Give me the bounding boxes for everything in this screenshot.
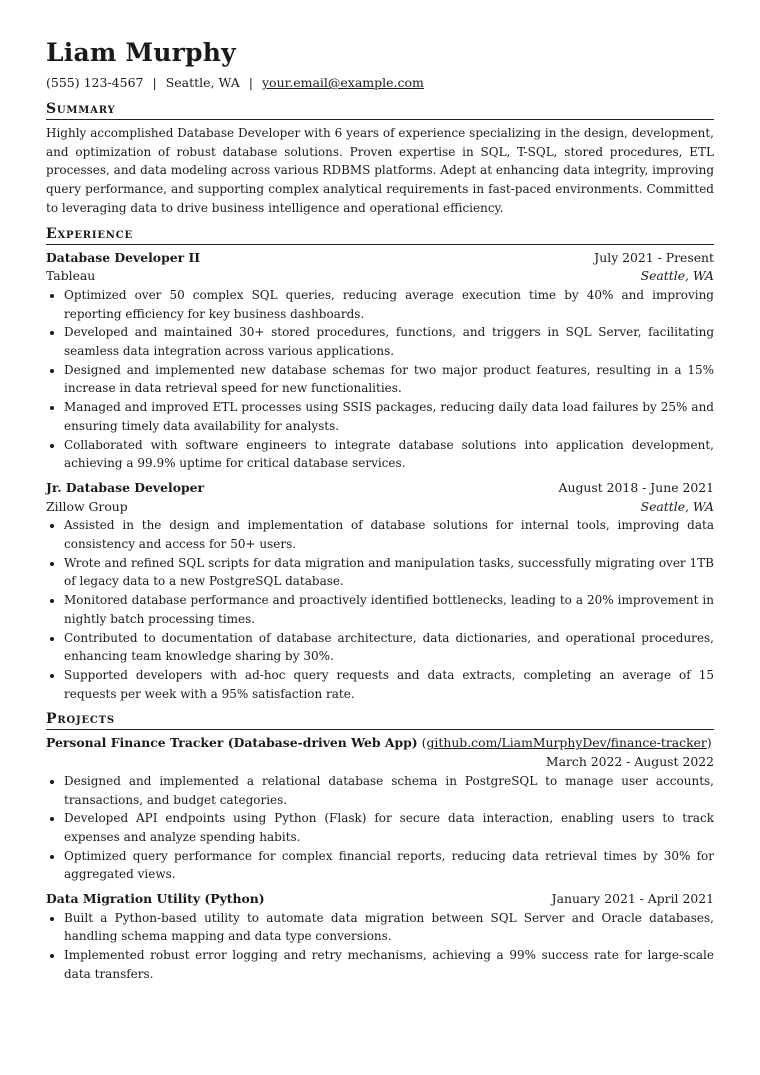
job-title: Database Developer II: [46, 249, 201, 265]
job-dates: August 2018 - June 2021: [558, 479, 714, 495]
list-item: Managed and improved ETL processes using SSIS packages, reducing daily data load failures by 25% and ensuring timely data availability for analysts.: [46, 398, 714, 435]
entry-subheader-row: [46, 498, 714, 517]
list-item: Developed and maintained 30+ stored procedures, functions, and triggers in SQL Server, facilitating seamless data integration across various applications.: [46, 323, 714, 360]
entry-header-row: [46, 479, 714, 498]
project-link-open: (: [421, 735, 427, 751]
entry-subheader-row: [46, 267, 714, 286]
job-location: Seattle, WA: [640, 268, 714, 284]
list-item: Monitored database performance and proactively identified bottlenecks, leading to a 20% improvement in nightly batch processing times.: [46, 591, 714, 628]
section-heading-experience: Experience: [46, 226, 714, 245]
experience-entry: [46, 249, 714, 473]
list-item: Built a Python-based utility to automate data migration between SQL Server and Oracle databases, handling schema mapping and data type conversions.: [46, 909, 714, 946]
company-name: Tableau: [46, 268, 96, 284]
job-location: Seattle, WA: [640, 498, 714, 514]
contact-line: [46, 75, 714, 91]
candidate-name: Liam Murphy: [46, 38, 236, 67]
list-item: Wrote and refined SQL scripts for data migration and manipulation tasks, successfully migrating over 1TB of legacy data to a new PostgreSQL database.: [46, 554, 714, 591]
list-item: Designed and implemented new database schemas for two major product features, resulting in a 15% increase in data retrieval speed for new functionalities.: [46, 361, 714, 398]
project-dates: January 2021 - April 2021: [551, 891, 714, 907]
project-link-close: ): [706, 735, 712, 751]
project-header: [46, 734, 714, 771]
company-name: Zillow Group: [46, 498, 128, 514]
experience-entry: [46, 479, 714, 703]
project-link[interactable]: github.com/LiamMurphyDev/finance-tracker: [426, 735, 707, 751]
contact-separator: |: [248, 75, 253, 90]
list-item: Collaborated with software engineers to integrate database solutions into application development, achieving a 99.9% uptime for critical database services.: [46, 436, 714, 473]
list-item: Assisted in the design and implementation of database solutions for internal tools, improving data consistency and access for 50+ users.: [46, 516, 714, 553]
project-entry: [46, 890, 714, 984]
location: Seattle, WA: [165, 75, 240, 90]
phone-number: (555) 123-4567: [46, 75, 144, 90]
section-heading-projects: Projects: [46, 711, 714, 730]
list-item: Supported developers with ad-hoc query requests and data extracts, completing an average of 15 requests per week with a 95% satisfaction rate.: [46, 666, 714, 703]
project-title: Data Migration Utility (Python): [46, 891, 265, 907]
list-item: Implemented robust error logging and retry mechanisms, achieving a 99% success rate for large-scale data transfers.: [46, 946, 714, 983]
bullet-list: [46, 516, 714, 703]
job-dates: July 2021 - Present: [594, 249, 714, 265]
bullet-list: [46, 286, 714, 473]
summary-text: Highly accomplished Database Developer with 6 years of experience specializing in the design, development, and optimization of robust database solutions. Proven expertise in SQL, T-SQL, stored procedures, ETL processes, and data modeling across various RDBMS platforms. Adept at enhancing data integrity, improving query performance, and supporting complex analytical requirements in fast-paced environments. Committed to leveraging data to drive business intelligence and operational efficiency.: [46, 126, 714, 215]
list-item: Developed API endpoints using Python (Flask) for secure data interaction, enabling users to track expenses and analyze spending habits.: [46, 809, 714, 846]
job-title: Jr. Database Developer: [46, 479, 205, 495]
contact-separator: |: [152, 75, 157, 90]
project-header: [46, 890, 714, 909]
project-entry: [46, 734, 714, 884]
email-link[interactable]: your.email@example.com: [261, 75, 424, 90]
bullet-list: [46, 772, 714, 884]
bullet-list: [46, 909, 714, 984]
list-item: Designed and implemented a relational database schema in PostgreSQL to manage user accounts, transactions, and budget categories.: [46, 772, 714, 809]
list-item: Optimized over 50 complex SQL queries, reducing average execution time by 40% and improving reporting efficiency for key business dashboards.: [46, 286, 714, 323]
entry-header-row: [46, 249, 714, 268]
section-heading-summary: Summary: [46, 101, 714, 120]
project-title: Personal Finance Tracker (Database-driven Web App): [46, 735, 418, 751]
list-item: Optimized query performance for complex financial reports, reducing data retrieval times by 30% for aggregated views.: [46, 847, 714, 884]
project-dates: March 2022 - August 2022: [545, 754, 714, 770]
list-item: Contributed to documentation of database architecture, data dictionaries, and operational procedures, enhancing team knowledge sharing by 30%.: [46, 629, 714, 666]
